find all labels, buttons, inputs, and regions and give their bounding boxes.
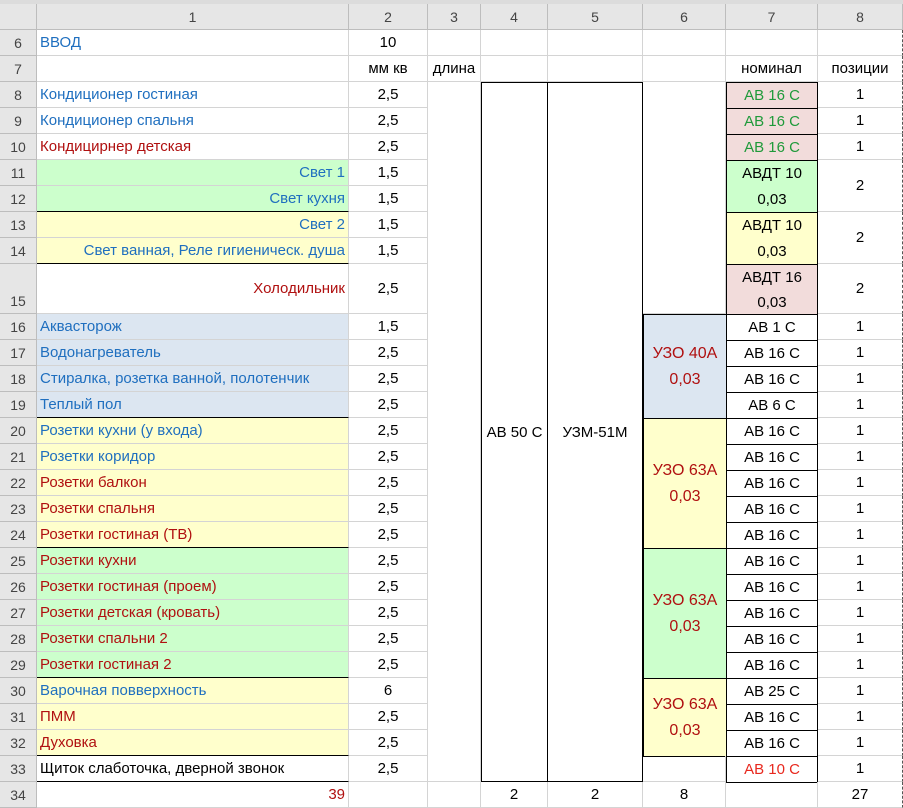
cell[interactable]	[643, 82, 726, 314]
row-header-10[interactable]: 10	[0, 134, 37, 160]
cell[interactable]	[481, 56, 548, 82]
cell-positions[interactable]: 1	[818, 314, 903, 340]
row-header-27[interactable]: 27	[0, 600, 37, 626]
cell-circuit-name[interactable]: Аквасторож	[37, 314, 349, 340]
cell-mm[interactable]: 2,5	[349, 704, 428, 730]
cell-positions[interactable]: 1	[818, 678, 903, 704]
row-header-6[interactable]: 6	[0, 30, 37, 56]
cell-circuit-name[interactable]: Свет ванная, Реле гигиеническ. душа	[37, 238, 349, 264]
rcd-leakage: 0,03	[669, 721, 701, 739]
cell[interactable]	[428, 782, 481, 808]
cell-circuit-name[interactable]: Водонагреватель	[37, 340, 349, 366]
cell-positions[interactable]: 1	[818, 548, 903, 574]
cell-input-value[interactable]: 10	[349, 30, 428, 56]
header-length[interactable]: длина	[428, 56, 481, 82]
row-header-12[interactable]: 12	[0, 186, 37, 212]
cell-positions[interactable]: 1	[818, 418, 903, 444]
cell-circuit-name[interactable]: Розетки гостиная (ТВ)	[37, 522, 349, 548]
cell-mm[interactable]: 2,5	[349, 652, 428, 678]
rcd-leakage: 0,03	[669, 370, 701, 388]
cell-circuit-name[interactable]: Розетки спальни 2	[37, 626, 349, 652]
main-breaker-cell[interactable]: АВ 50 С	[481, 82, 548, 782]
breaker-cell[interactable]: АВ 16 С	[726, 600, 818, 627]
cell-mm[interactable]: 2,5	[349, 392, 428, 418]
cell-positions[interactable]: 2	[818, 160, 903, 212]
row-header-32[interactable]: 32	[0, 730, 37, 756]
rcd-leakage: 0,03	[669, 617, 701, 635]
cell-positions[interactable]: 1	[818, 522, 903, 548]
cell[interactable]	[726, 30, 818, 56]
cell-circuit-name[interactable]: Розетки гостиная (проем)	[37, 574, 349, 600]
row-header-19[interactable]: 19	[0, 392, 37, 418]
column-header-3[interactable]: 3	[428, 4, 481, 30]
cell-mm[interactable]: 2,5	[349, 134, 428, 160]
rcd-leakage: 0,03	[669, 487, 701, 505]
cell-mm[interactable]: 1,5	[349, 212, 428, 238]
cell[interactable]	[643, 756, 726, 782]
rcbo-cell[interactable]	[726, 212, 818, 265]
cell[interactable]	[37, 56, 349, 82]
rcd-group-3[interactable]	[643, 548, 727, 679]
cell-mm[interactable]: 2,5	[349, 264, 428, 314]
cell[interactable]	[428, 30, 481, 56]
breaker-cell[interactable]: АВ 16 С	[726, 134, 818, 161]
row-header-21[interactable]: 21	[0, 444, 37, 470]
cell-circuit-name[interactable]: Розетки спальня	[37, 496, 349, 522]
column-header-1[interactable]: 1	[37, 4, 349, 30]
cell-positions[interactable]: 1	[818, 82, 903, 108]
cell-positions[interactable]: 1	[818, 108, 903, 134]
cell-positions[interactable]: 1	[818, 626, 903, 652]
breaker-cell[interactable]: АВ 16 С	[726, 574, 818, 601]
cell-circuit-name[interactable]: Щиток слаботочка, дверной звонок	[37, 756, 349, 782]
length-column-cells[interactable]	[428, 82, 481, 782]
cell-mm[interactable]: 1,5	[349, 186, 428, 212]
column-header-2[interactable]: 2	[349, 4, 428, 30]
cell-positions[interactable]: 2	[818, 212, 903, 264]
cell-mm[interactable]: 2,5	[349, 496, 428, 522]
voltage-relay-cell[interactable]: УЗМ-51М	[547, 82, 643, 782]
row-header-14[interactable]: 14	[0, 238, 37, 264]
column-header-8[interactable]: 8	[818, 4, 903, 30]
cell[interactable]	[818, 30, 903, 56]
cell[interactable]	[726, 782, 818, 808]
cell-total-5[interactable]: 2	[548, 782, 643, 808]
cell-circuit-name[interactable]: Свет 1	[37, 160, 349, 186]
row-header-13[interactable]: 13	[0, 212, 37, 238]
breaker-cell[interactable]: АВ 16 С	[726, 108, 818, 135]
cell[interactable]	[481, 30, 548, 56]
breaker-cell[interactable]: АВ 16 С	[726, 444, 818, 471]
breaker-cell[interactable]: АВ 16 С	[726, 366, 818, 393]
cell-mm[interactable]: 2,5	[349, 626, 428, 652]
cell-circuit-name[interactable]: Розетки кухни	[37, 548, 349, 574]
breaker-cell[interactable]: АВ 16 С	[726, 730, 818, 757]
cell-mm[interactable]: 2,5	[349, 574, 428, 600]
header-mm[interactable]: мм кв	[349, 56, 428, 82]
row-header-8[interactable]: 8	[0, 82, 37, 108]
cell[interactable]	[548, 56, 643, 82]
breaker-cell[interactable]: АВ 16 С	[726, 82, 818, 109]
row-header-29[interactable]: 29	[0, 652, 37, 678]
row-header-7[interactable]: 7	[0, 56, 37, 82]
cell-positions[interactable]: 1	[818, 704, 903, 730]
cell-mm[interactable]: 2,5	[349, 418, 428, 444]
cell-circuit-name[interactable]: Розетки балкон	[37, 470, 349, 496]
rcbo-rating: АВДТ 10	[742, 164, 802, 182]
cell-circuit-name[interactable]: Розетки коридор	[37, 444, 349, 470]
cell-positions[interactable]: 1	[818, 600, 903, 626]
breaker-cell[interactable]: АВ 16 С	[726, 522, 818, 549]
rcbo-leakage: 0,03	[757, 293, 787, 311]
breaker-cell[interactable]: АВ 16 С	[726, 496, 818, 523]
row-header-31[interactable]: 31	[0, 704, 37, 730]
cell[interactable]	[643, 56, 726, 82]
breaker-cell[interactable]: АВ 16 С	[726, 626, 818, 653]
header-positions[interactable]: позиции	[818, 56, 903, 82]
column-header-7[interactable]: 7	[726, 4, 818, 30]
rcbo-rating: АВДТ 10	[742, 216, 802, 234]
rcbo-cell[interactable]	[726, 264, 818, 315]
cell-circuit-name[interactable]: Духовка	[37, 730, 349, 756]
cell-mm[interactable]: 2,5	[349, 340, 428, 366]
rcd-group-2[interactable]	[643, 418, 727, 549]
breaker-cell[interactable]: АВ 6 С	[726, 392, 818, 419]
cell-input-label[interactable]: ВВОД	[37, 30, 349, 56]
row-header-24[interactable]: 24	[0, 522, 37, 548]
breaker-cell[interactable]: АВ 16 С	[726, 704, 818, 731]
cell-positions[interactable]: 2	[818, 264, 903, 314]
row-header-11[interactable]: 11	[0, 160, 37, 186]
row-header-15[interactable]: 15	[0, 264, 37, 314]
cell-mm[interactable]: 6	[349, 678, 428, 704]
rcd-rating: УЗО 63А	[652, 695, 718, 713]
cell-positions[interactable]: 1	[818, 470, 903, 496]
row-header-17[interactable]: 17	[0, 340, 37, 366]
cell-positions[interactable]: 1	[818, 652, 903, 678]
row-header-30[interactable]: 30	[0, 678, 37, 704]
cell-total-1[interactable]: 39	[37, 782, 349, 808]
row-header-25[interactable]: 25	[0, 548, 37, 574]
cell-total-6[interactable]: 8	[643, 782, 726, 808]
cell-positions[interactable]: 1	[818, 366, 903, 392]
row-header-33[interactable]: 33	[0, 756, 37, 782]
rcd-group-1[interactable]	[643, 314, 727, 419]
row-header-34[interactable]: 34	[0, 782, 37, 808]
select-all-corner[interactable]	[0, 4, 37, 30]
cell-mm[interactable]: 2,5	[349, 108, 428, 134]
rcbo-leakage: 0,03	[757, 242, 787, 260]
cell-positions[interactable]: 1	[818, 340, 903, 366]
breaker-cell[interactable]: АВ 16 С	[726, 418, 818, 445]
row-header-26[interactable]: 26	[0, 574, 37, 600]
cell[interactable]	[643, 30, 726, 56]
cell[interactable]	[349, 782, 428, 808]
row-header-28[interactable]: 28	[0, 626, 37, 652]
column-header-5[interactable]: 5	[548, 4, 643, 30]
cell-positions[interactable]: 1	[818, 496, 903, 522]
cell-mm[interactable]: 2,5	[349, 444, 428, 470]
rcd-rating: УЗО 63А	[652, 461, 718, 479]
rcd-rating: УЗО 63А	[652, 591, 718, 609]
rcd-group-4[interactable]	[643, 678, 727, 757]
cell-total-8[interactable]: 27	[818, 782, 903, 808]
cell-circuit-name[interactable]: Кондиционер спальня	[37, 108, 349, 134]
cell-circuit-name[interactable]: Теплый пол	[37, 392, 349, 418]
cell-positions[interactable]: 1	[818, 134, 903, 160]
rcbo-rating: АВДТ 16	[742, 268, 802, 286]
cell-mm[interactable]: 2,5	[349, 366, 428, 392]
cell-positions[interactable]: 1	[818, 756, 903, 782]
breaker-cell[interactable]: АВ 16 С	[726, 470, 818, 497]
cell-mm[interactable]: 2,5	[349, 756, 428, 782]
cell-mm[interactable]: 1,5	[349, 160, 428, 186]
row-header-22[interactable]: 22	[0, 470, 37, 496]
breaker-cell[interactable]: АВ 10 С	[726, 756, 818, 783]
breaker-cell[interactable]: АВ 16 С	[726, 652, 818, 679]
cell-circuit-name[interactable]: Свет кухня	[37, 186, 349, 212]
rcbo-leakage: 0,03	[757, 190, 787, 208]
cell-circuit-name[interactable]: Холодильник	[37, 264, 349, 314]
cell-circuit-name[interactable]: Кондицирнер детская	[37, 134, 349, 160]
cell-circuit-name[interactable]: Розетки гостиная 2	[37, 652, 349, 678]
cell-mm[interactable]: 1,5	[349, 238, 428, 264]
cell-circuit-name[interactable]: Розетки детская (кровать)	[37, 600, 349, 626]
column-header-6[interactable]: 6	[643, 4, 726, 30]
cell-mm[interactable]: 2,5	[349, 470, 428, 496]
column-header-4[interactable]: 4	[481, 4, 548, 30]
cell-circuit-name[interactable]: Кондиционер гостиная	[37, 82, 349, 108]
row-header-9[interactable]: 9	[0, 108, 37, 134]
cell-mm[interactable]: 2,5	[349, 522, 428, 548]
cell-mm[interactable]: 2,5	[349, 548, 428, 574]
cell-mm[interactable]: 1,5	[349, 314, 428, 340]
cell-positions[interactable]: 1	[818, 730, 903, 756]
row-header-16[interactable]: 16	[0, 314, 37, 340]
cell-circuit-name[interactable]: ПММ	[37, 704, 349, 730]
cell-mm[interactable]: 2,5	[349, 82, 428, 108]
cell-circuit-name[interactable]: Розетки кухни (у входа)	[37, 418, 349, 444]
rcbo-cell[interactable]	[726, 160, 818, 213]
header-nominal[interactable]: номинал	[726, 56, 818, 82]
cell-mm[interactable]: 2,5	[349, 730, 428, 756]
row-header-20[interactable]: 20	[0, 418, 37, 444]
cell-positions[interactable]: 1	[818, 574, 903, 600]
breaker-cell[interactable]: АВ 1 С	[726, 314, 818, 341]
rcd-rating: УЗО 40А	[652, 344, 718, 362]
row-header-23[interactable]: 23	[0, 496, 37, 522]
breaker-cell[interactable]: АВ 25 С	[726, 678, 818, 705]
breaker-cell[interactable]: АВ 16 С	[726, 340, 818, 367]
cell-circuit-name[interactable]: Варочная повверхность	[37, 678, 349, 704]
cell-total-4[interactable]: 2	[481, 782, 548, 808]
breaker-cell[interactable]: АВ 16 С	[726, 548, 818, 575]
cell-positions[interactable]: 1	[818, 444, 903, 470]
cell-circuit-name[interactable]: Свет 2	[37, 212, 349, 238]
cell[interactable]	[548, 30, 643, 56]
cell-mm[interactable]: 2,5	[349, 600, 428, 626]
cell-positions[interactable]: 1	[818, 392, 903, 418]
row-header-18[interactable]: 18	[0, 366, 37, 392]
cell-circuit-name[interactable]: Стиралка, розетка ванной, полотенчик	[37, 366, 349, 392]
